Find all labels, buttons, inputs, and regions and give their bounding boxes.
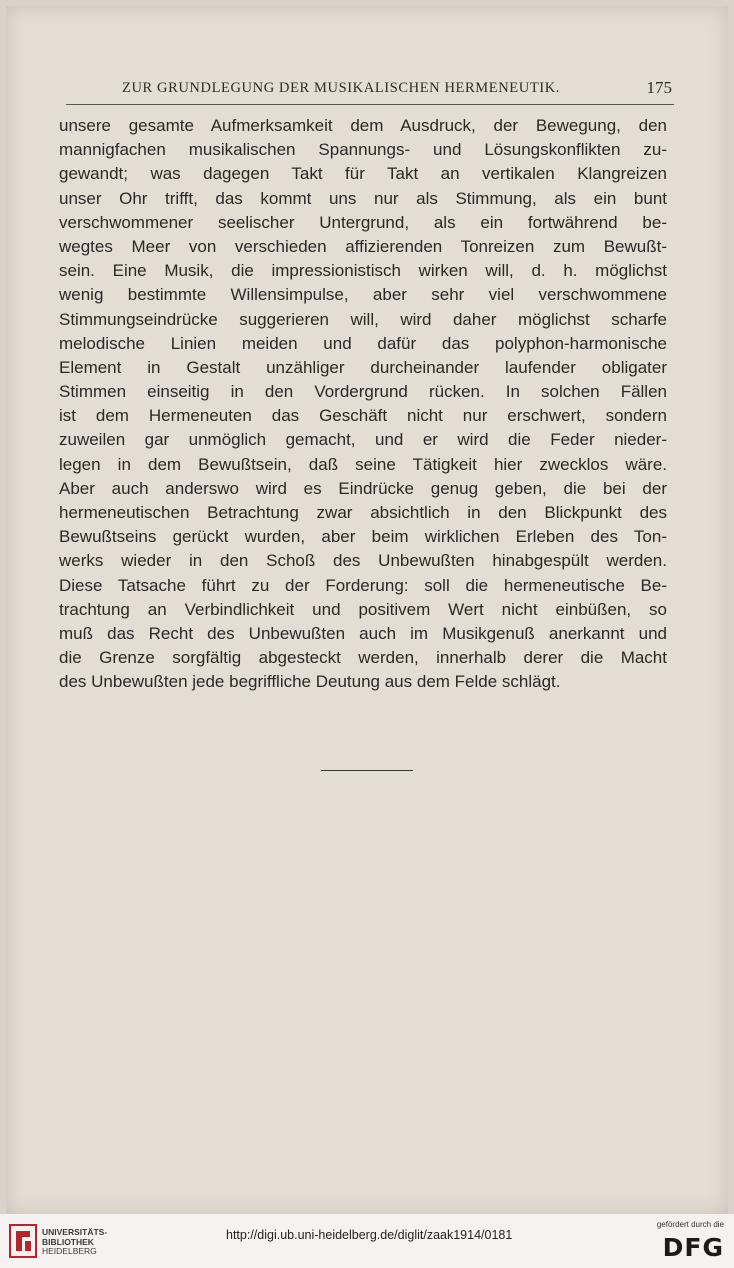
running-head: ZUR GRUNDLEGUNG DER MUSIKALISCHEN HERMENEUTIK.	[121, 80, 560, 96]
page-header	[66, 70, 674, 105]
text-line: hermeneutischen Betrachtung zwar absichtlich in den Blickpunkt des	[59, 503, 667, 522]
text-line: Aber auch anderswo wird es Eindrücke genug geben, die bei der	[59, 478, 667, 498]
text-line: trachtung an Verbindlichkeit und positivem Wert nicht einbüßen, so	[59, 599, 667, 619]
text-line: sein. Eine Musik, die impressionistisch wirken will, d. h. möglichst	[59, 261, 667, 281]
dfg-logo: DFG	[662, 1233, 724, 1262]
text-line: Stimmungseindrücke suggerieren will, wird daher möglichst scharfe	[59, 309, 667, 329]
text-line: melodische Linien meiden und dafür das polyphon-harmonische	[59, 333, 667, 353]
text-line: gewandt; was dagegen Takt für Takt an vertikalen Klangreizen	[59, 164, 667, 184]
text-line: verschwommener seelischer Untergrund, als ein fortwährend be-	[59, 212, 667, 232]
text-line: des Unbewußten jede begriffliche Deutung aus dem Felde schlägt.	[59, 672, 561, 692]
library-name	[42, 1228, 107, 1257]
library-name-line-3: HEIDELBERG	[42, 1246, 97, 1256]
sponsor-caption: gefördert durch die	[656, 1220, 724, 1229]
ub-heidelberg-logo-icon	[8, 1223, 38, 1259]
text-line: legen in dem Bewußtsein, daß seine Tätigkeit hier zwecklos wäre.	[59, 454, 667, 474]
library-name-line-2: BIBLIOTHEK	[42, 1236, 94, 1247]
text-line: wenig bestimmte Willensimpulse, aber sehr viel verschwommene	[59, 285, 667, 305]
permalink-url[interactable]: http://digi.ub.uni-heidelberg.de/diglit/zaak1914/0181	[226, 1228, 513, 1242]
viewer-footer	[0, 1214, 734, 1268]
text-line: muß das Recht des Unbewußten auch im Musikgenuß anerkannt und	[59, 623, 667, 643]
text-line: unser Ohr trifft, das kommt uns nur als Stimmung, als ein bunt	[59, 188, 667, 208]
text-line: Diese Tatsache führt zu der Forderung: soll die hermeneutische Be-	[59, 575, 667, 595]
page-number: 175	[646, 78, 672, 97]
closing-rule	[321, 770, 413, 771]
text-line: ist dem Hermeneuten das Geschäft nicht nur erschwert, sondern	[59, 406, 667, 426]
text-line: zuweilen gar unmöglich gemacht, und er wird die Feder nieder-	[59, 430, 667, 450]
text-line: Stimmen einseitig in den Vordergrund rücken. In solchen Fällen	[59, 382, 667, 402]
text-line: wegtes Meer von verschieden affizierenden Tonreizen zum Bewußt-	[59, 236, 667, 256]
text-line: die Grenze sorgfältig abgesteckt werden, innerhalb derer die Macht	[59, 648, 667, 668]
text-line: Element in Gestalt unzähliger durcheinander laufender obligater	[59, 357, 667, 377]
text-line: Bewußtseins gerückt wurden, aber beim wirklichen Erleben des Ton-	[59, 527, 667, 547]
library-name-line-1: UNIVERSITÄTS-	[42, 1227, 108, 1237]
body-paragraph	[59, 114, 667, 695]
text-line: mannigfachen musikalischen Spannungs- und Lösungskonflikten zu-	[59, 140, 667, 160]
text-line: werks wieder in den Schoß des Unbewußten hinabgespült werden.	[59, 551, 667, 571]
text-line: unsere gesamte Aufmerksamkeit dem Ausdruck, der Bewegung, den	[59, 116, 667, 135]
